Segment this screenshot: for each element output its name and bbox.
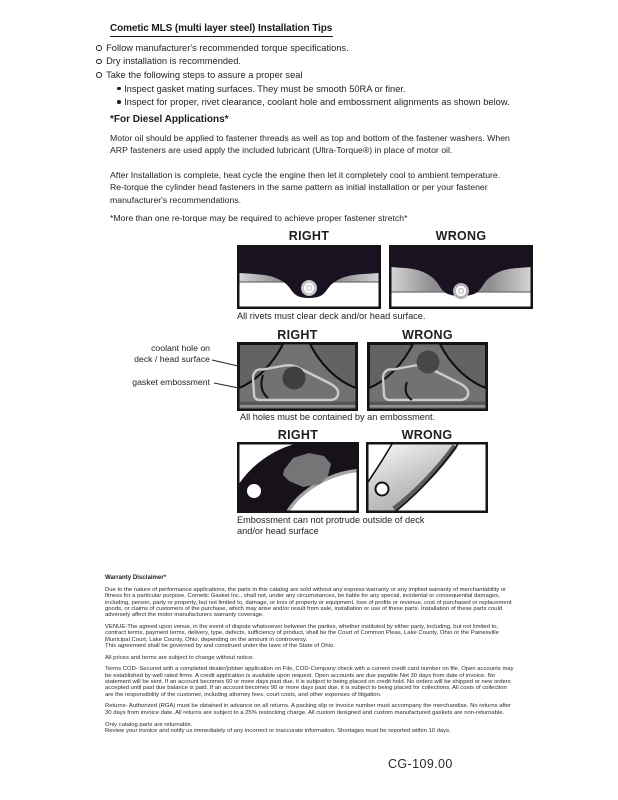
warranty-paragraph: This agreement shall be governed by and construed under the laws of the State of Ohio. bbox=[105, 642, 335, 649]
list-item-text: Inspect gasket mating surfaces. They must be smooth 50RA or finer. bbox=[124, 83, 406, 94]
list-item-text: Dry installation is recommended. bbox=[106, 56, 241, 67]
warranty-paragraph: Terms COD- Secured with a completed dealer/jobber application on File, COD-Company check with a current credit card number on file. Open accounts may be established by well rated firms. A credit application is available upon request. Open accounts are due payable Net 30 days from date of invoice. No statement will be sent. If an account becomes 60 or more days past due, it is subject to being placed on credit hold. No orders will be shipped or new orders accepted until past due balance is paid. If an account becomes 90 or more days past due, it is subject to being placed for collections. All costs of collection are the responsibility of the customer, including attorney fees, court costs, and other expenses of litigation. bbox=[105, 666, 514, 698]
installation-tips-list bbox=[96, 41, 510, 109]
coolant-hole-annotation-line1: coolant hole on bbox=[151, 343, 210, 353]
list-item bbox=[117, 95, 510, 109]
warranty-heading: Warranty Disclaimer* bbox=[105, 574, 167, 581]
row3-wrong-label: WRONG bbox=[401, 428, 453, 442]
list-item-text: Inspect for proper, rivet clearance, coolant hole and embossment alignments as shown below. bbox=[124, 97, 510, 108]
catalog-page-number: CG-109.00 bbox=[388, 757, 453, 771]
row3-caption-line2: and/or head surface bbox=[237, 526, 319, 536]
row1-wrong-label: WRONG bbox=[435, 229, 487, 243]
list-item bbox=[96, 55, 510, 69]
diagram-embossment-wrong-image bbox=[367, 342, 488, 411]
retorque-note: *More than one re-torque may be required to achieve proper fastener stretch* bbox=[110, 213, 408, 223]
row2-wrong-label: WRONG bbox=[402, 328, 453, 342]
diagram-rivet-wrong-image bbox=[389, 245, 533, 309]
row2-right-label: RIGHT bbox=[277, 328, 318, 342]
list-item bbox=[96, 41, 510, 55]
open-bullet-icon bbox=[96, 59, 102, 65]
warranty-paragraph: VENUE-The agreed upon venue, in the event of dispute whatsoever between the parties, whether instituted by either party, including, but not limited to, contract terms, payment terms, delivery, type, defects, sufficiency of product, shall be the Court of Common Pleas, Lake County, Ohio or the Painesville Municipal Court, Lake County, Ohio, depending on the amount in controversy. bbox=[105, 623, 499, 643]
warranty-paragraph: Only catalog parts are returnable. bbox=[105, 721, 193, 728]
filled-bullet-icon bbox=[117, 100, 121, 104]
warranty-paragraph: Due to the nature of performance applications, the parts in this catalog are sold without any express warranty or any implied warranty of merchantability or fitness for a particular purpose. Cometic Gasket Inc., shall not, under any circumstances, be liable for any special, incidental or consequential damages, including, person, party or property, but not limited to, damage, or loss of property or equipment, loss of profits or revenue, cost of purchased or replacement goods, or claims of customers of the purchase, which may arise and/or result from sale, installation or use of these parts. Installation of these parts could adversely affect the motor manufacturers warranty coverage. bbox=[105, 587, 512, 619]
row3-caption-line1: Embossment can not protrude outside of deck bbox=[237, 515, 425, 525]
diagram-embossment-right-image bbox=[237, 342, 358, 411]
row3-caption bbox=[237, 515, 424, 537]
diagram-protrusion-wrong-image bbox=[366, 442, 488, 513]
coolant-hole-annotation-line2: deck / head surface bbox=[134, 354, 210, 364]
filled-bullet-icon bbox=[117, 87, 121, 91]
open-bullet-icon bbox=[96, 72, 102, 78]
diesel-section-heading: *For Diesel Applications* bbox=[110, 114, 229, 125]
list-item bbox=[117, 82, 510, 96]
list-item-text: Follow manufacturer's recommended torque specifications. bbox=[106, 42, 349, 53]
list-item bbox=[96, 68, 510, 82]
warranty-paragraph: Review your invoice and notify us immediately of any incorrect or inaccurate information. Shortages must be reported within 10 days. bbox=[105, 727, 451, 734]
warranty-disclaimer-section bbox=[105, 574, 515, 740]
diagram-rivet-right-image bbox=[237, 245, 381, 309]
row3-right-label: RIGHT bbox=[277, 428, 319, 442]
list-item-text: Take the following steps to assure a proper seal bbox=[106, 69, 303, 80]
embossment-annotation: gasket embossment bbox=[132, 377, 210, 387]
diagram-protrusion-right-image bbox=[237, 442, 359, 513]
row1-right-label: RIGHT bbox=[288, 229, 330, 243]
open-bullet-icon bbox=[96, 45, 102, 51]
diesel-paragraph-2: After Installation is complete, heat cycle the engine then let it completely cool to ambient temperature. Re-torque the cylinder head fasteners in the same pattern as initial installation or per your fastener manufacturer's recommendations. bbox=[110, 170, 501, 205]
diesel-paragraph-1: Motor oil should be applied to fastener threads as well as top and bottom of the fastener washers. When ARP fasteners are used apply the included lubricant (Ultra-Torque®) in place of motor oil. bbox=[110, 133, 510, 156]
row2-caption: All holes must be contained by an embossment. bbox=[240, 412, 436, 422]
warranty-paragraph: All prices and terms are subject to change without notice. bbox=[105, 654, 254, 661]
warranty-paragraph: Returns- Authorized (RGA) must be obtained in advance on all returns. A packing slip or invoice number must accompany the merchandise. No returns after 30 days from invoice date. All returns are subject to a 25% restocking charge. All custom designed and custom manufactured gaskets are non-returnable. bbox=[105, 703, 512, 716]
page-title: Cometic MLS (multi layer steel) Installation Tips bbox=[110, 23, 333, 37]
row1-caption: All rivets must clear deck and/or head surface. bbox=[237, 311, 426, 321]
